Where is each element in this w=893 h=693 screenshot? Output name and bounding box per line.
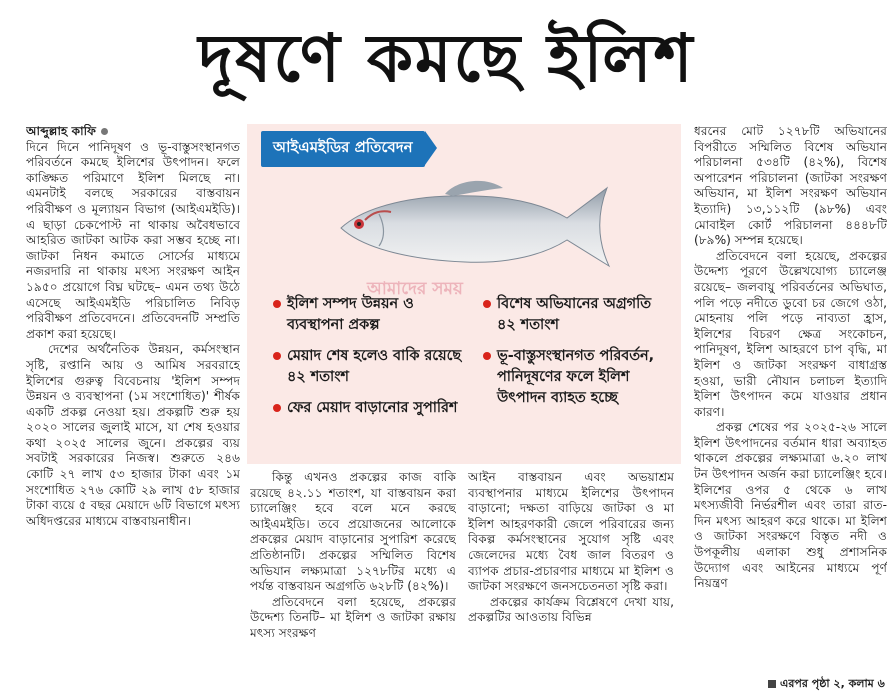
col2-paragraph: কিন্তু এখনও প্রকল্পের কাজ বাকি রয়েছে ৪২.১১ শতাংশ, যা বাস্তবায়ন করা চ্যালেঞ্জিং হবে বলে মনে করছে আইএমইডি। তবে প্রয়োজনের আলোকে প্রকল্পের মেয়াদ বাড়ানোর সুপারিশ করেছে প্রতিষ্ঠানটি। প্রকল্পের সম্মিলিত বিশেষ অভিযান লক্ষ্যমাত্রা ১২৭৮টির মধ্যে এ পর্যন্ত বাস্তবায়ন অগ্রগতি ৬২৮টি (৪২%)।	[250, 470, 456, 594]
bullet-left-1: ইলিশ সম্পদ উন্নয়ন ও ব্যবস্থাপনা প্রকল্প	[287, 294, 467, 336]
col3-paragraph: আইন বাস্তবায়ন এবং অভয়াশ্রম ব্যবস্থাপনার মাধ্যমে ইলিশের উৎপাদন বাড়ানো; দক্ষতা বাড়িয়ে জাটকা ও মা ইলিশ আহরণকারী জেলে পরিবারের জন্য বিকল্প কর্মসংস্থানের সুযোগ সৃষ্টি এবং জেলেদের মধ্যে বৈধ জাল বিতরণ ও ব্যাপক প্রচার-প্রচারণার মাধ্যমে মা ইলিশ ও জাটকা সংরক্ষণে জনসচেতনতা সৃষ্টি করা।	[468, 470, 674, 594]
bullet-right-1: বিশেষ অভিযানের অগ্রগতি ৪২ শতাংশ	[497, 294, 667, 336]
col4-paragraph: প্রকল্প শেষের পর ২০২৫-২৬ সালে ইলিশ উৎপাদনের বর্তমান ধারা অব্যাহত থাকলে প্রকল্পের লক্ষ্যমাত্রা ৬.২০ লাখ টন উৎপাদন অর্জন করা চ্যালেঞ্জিং হবে। ইলিশের ওপর ৫ থেকে ৬ লাখ মৎস্যজীবী নির্ভরশীল এবং তারা রাত-দিন মৎস্য আহরণ করে থাকে। মা ইলিশ ও জাটকা সংরক্ষণে বিস্তৃত নদী ও উপকূলীয় এলাকা শুধু প্রশাসনিক উদ্যোগ এবং আইনের মাধ্যমে পূর্ণ নিয়ন্ত্রণ	[694, 420, 887, 591]
continued-text: এরপর পৃষ্ঠা ২, কলাম ৬	[780, 677, 885, 690]
column-3	[468, 470, 674, 690]
column-1	[26, 124, 240, 690]
column-4	[694, 124, 887, 676]
col1-paragraph: দিনে দিনে পানিদূষণ ও ভূ-বাস্তুসংস্থানগত পরিবর্তনে কমছে ইলিশের উৎপাদন। ফলে কাঙ্ক্ষিত পরিমাণে ইলিশ মিলছে না। এমনটাই বলছে সরকারের বাস্তবায়ন পরিবীক্ষণ ও মূল্যায়ন বিভাগ (আইএমইডি)। এ ছাড়া চেকপোস্ট না থাকায় অবৈধভাবে আহরিত জাটকা আটক করা সম্ভব হচ্ছে না। জাটকা নিধন কমাতে সোর্সের মাধ্যমে নজরদারি না থাকায় মৎস্য সংরক্ষণ আইন ১৯৫০ প্রয়োগে বিঘ্ন ঘটছে– এমন তথ্য উঠে এসেছে আইএমইডি পরিচালিত নিবিড় পরিবীক্ষণ প্রতিবেদনে। প্রতিবেদনটি সম্প্রতি প্রকাশ করা হয়েছে।	[26, 139, 240, 341]
bullet-right-2: ভূ-বাস্তুসংস্থানগত পরিবর্তন, পানিদূষণের ফলে ইলিশ উৎপাদন ব্যাহত হচ্ছে	[497, 346, 672, 409]
column-2	[250, 470, 456, 690]
square-icon	[768, 680, 776, 688]
col4-paragraph: ধরনের মোট ১২৭৮টি অভিযানের বিপরীতে সম্মিলিত বিশেষ অভিযান পরিচালনা ৫৩৪টি (৪২%), বিশেষ অপারেশন পরিচালনা (জাটকা সংরক্ষণ অভিযান, মা ইলিশ সংরক্ষণ অভিযান ইত্যাদি) ১৩,১১২টি (৯৮%) এবং মোবাইল কোর্ট পরিচালনা ৪৪৪৮টি (৮৯%) সম্পন্ন হয়েছে।	[694, 124, 887, 248]
watermark: আমাদের সময়	[367, 279, 463, 299]
info-box-title: আইএমইডির প্রতিবেদন	[261, 131, 425, 167]
col4-paragraph: প্রতিবেদনে বলা হয়েছে, প্রকল্পের উদ্দেশ্য পূরণে উল্লেখযোগ্য চ্যালেঞ্জ রয়েছে– জলবায়ু পরিবর্তনের অভিঘাত, পলি পড়ে নদীতে ডুবো চর জেগে ওঠা, মোহনায় পলি পড়ে নাব্যতা হ্রাস, ইলিশের বিচরণ ক্ষেত্র সংকোচন, পানিদূষণ, ইলিশ আহরণে চাপ বৃদ্ধি, মা ইলিশ ও জাটকা সংরক্ষণ বাধাগ্রস্ত হওয়া, ভারী নৌযান চলাচল ইত্যাদি ইলিশ উৎপাদন কমে যাওয়ার প্রধান কারণ।	[694, 248, 887, 419]
bullet-left-3: ফের মেয়াদ বাড়ানোর সুপারিশ	[287, 398, 467, 419]
col1-paragraph: দেশের অর্থনৈতিক উন্নয়ন, কর্মসংস্থান সৃষ্টি, রপ্তানি আয় ও আমিষ সরবরাহে ইলিশের গুরুত্ব বিবেচনায় 'ইলিশ সম্পদ উন্নয়ন ও ব্যবস্থাপনা (১ম সংশোধিত)' শীর্ষক একটি প্রকল্প নেওয়া হয়। প্রকল্পটি শুরু হয় ২০২০ সালের জুলাই মাসে, যা শেষ হওয়ার কথা ২০২৫ সালের জুনে। প্রকল্পের ব্যয় সবটাই সরকারের নিজস্ব। শুরুতে ২৪৬ কোটি ২৭ লাখ ৫৩ হাজার টাকা এবং ১ম সংশোধিত ২৭৬ কোটি ২৯ লাখ ৫৮ হাজার টাকা ব্যয়ে ৫ বছর মেয়াদে ৬টি বিভাগে মৎস্য অধিদপ্তরের মাধ্যমে বাস্তবায়নাধীন।	[26, 342, 240, 528]
info-box	[247, 124, 681, 464]
byline-text: আব্দুল্লাহ কাফি	[26, 124, 97, 138]
headline: দূষণে কমছে ইলিশ	[198, 20, 695, 97]
col2-paragraph: প্রতিবেদনে বলা হয়েছে, প্রকল্পের উদ্দেশ্য তিনটি– মা ইলিশ ও জাটকা রক্ষায় মৎস্য সংরক্ষণ	[250, 594, 456, 640]
headline-area	[0, 0, 893, 118]
byline	[26, 124, 240, 140]
bullet-left-2: মেয়াদ শেষ হলেও বাকি রয়েছে ৪২ শতাংশ	[287, 346, 467, 388]
hilsa-fish-icon	[335, 166, 615, 286]
continued-ref	[768, 676, 890, 692]
byline-dot-icon	[101, 128, 108, 135]
col3-paragraph: প্রকল্পের কার্যক্রম বিশ্লেষণে দেখা যায়, প্রকল্পটির আওতায় বিভিন্ন	[468, 594, 674, 625]
